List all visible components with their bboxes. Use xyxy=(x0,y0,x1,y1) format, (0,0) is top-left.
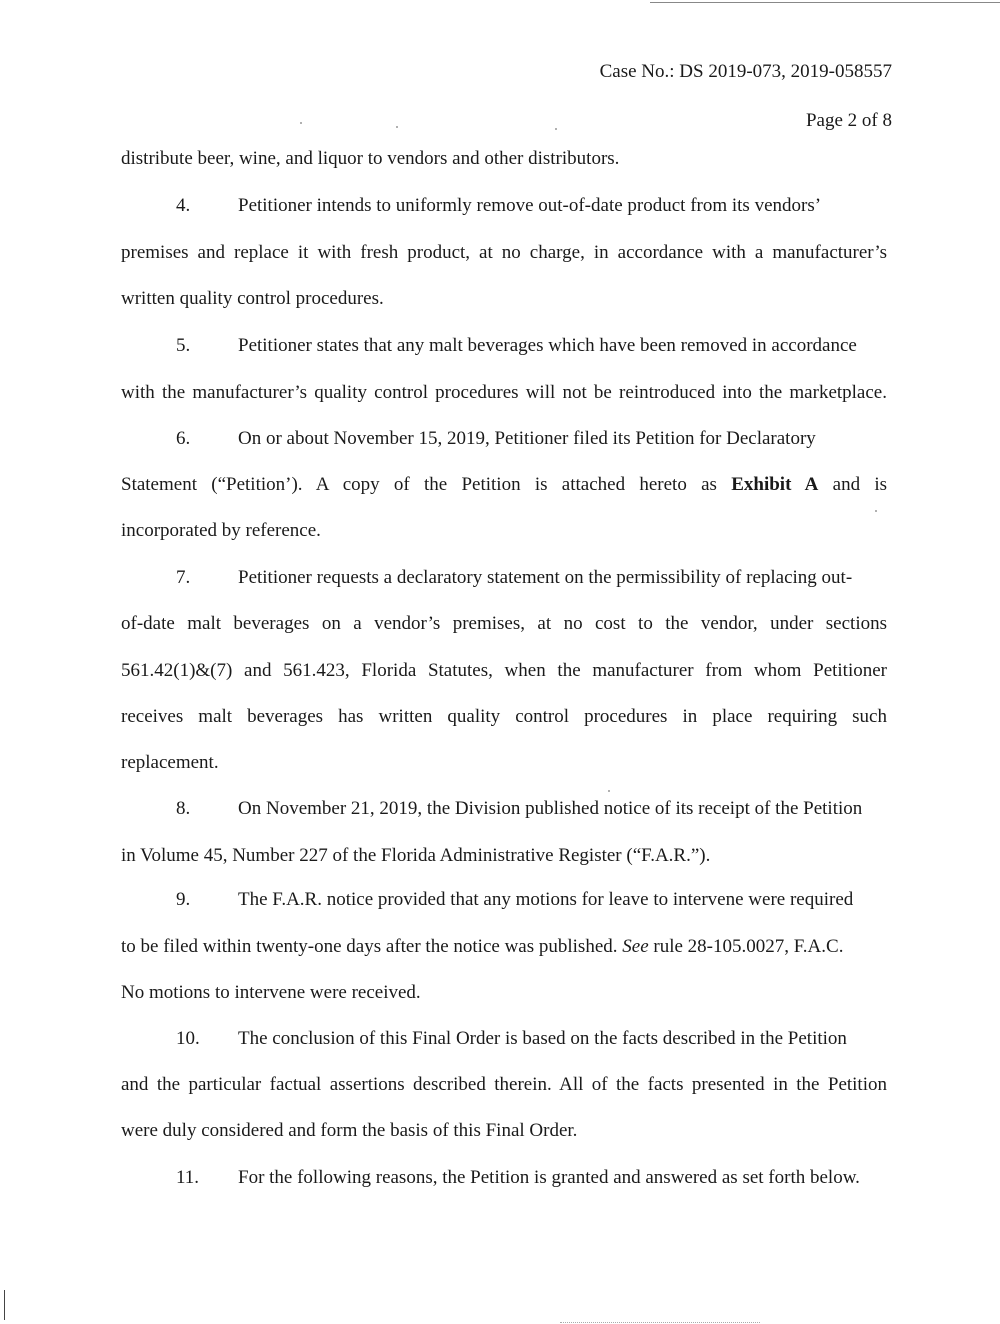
paragraph-number: 8. xyxy=(176,798,191,819)
paragraph-number: 6. xyxy=(176,428,191,449)
paragraph-number: 4. xyxy=(176,195,191,216)
paragraph-4-line: written quality control procedures. xyxy=(121,288,384,309)
paragraph-9-line: No motions to intervene were received. xyxy=(121,982,421,1003)
paragraph-7-line: of-date malt beverages on a vendor’s premises, at no cost to the vendor, under sections xyxy=(121,613,887,634)
paragraph-number: 10. xyxy=(176,1028,200,1049)
paragraph-text: Petitioner requests a declaratory statement on the permissibility of replacing out- xyxy=(238,567,853,588)
scan-speck xyxy=(555,128,557,130)
paragraph-10-line: and the particular factual assertions described therein. All of the facts presented in the Petition xyxy=(121,1074,887,1095)
exhibit-reference: Exhibit A xyxy=(731,474,819,495)
paragraph-7-line: 561.42(1)&(7) and 561.423, Florida Statutes, when the manufacturer from whom Petitioner xyxy=(121,660,887,681)
paragraph-10-first-line xyxy=(176,1028,847,1050)
paragraph-text: The F.A.R. notice provided that any motions for leave to intervene were required xyxy=(238,889,854,910)
paragraph-7-line: receives malt beverages has written quality control procedures in place requiring such xyxy=(121,706,887,727)
paragraph-number: 7. xyxy=(176,567,191,588)
paragraph-4-line: premises and replace it with fresh product, at no charge, in accordance with a manufacturer’s xyxy=(121,242,887,263)
scan-edge-line xyxy=(560,1322,760,1323)
paragraph-text: On November 21, 2019, the Division published notice of its receipt of the Petition xyxy=(238,798,863,819)
paragraph-5-line: with the manufacturer’s quality control procedures will not be reintroduced into the marketplace. xyxy=(121,382,887,403)
paragraph-11-first-line xyxy=(176,1167,860,1189)
paragraph-text: For the following reasons, the Petition is granted and answered as set forth below. xyxy=(238,1167,860,1188)
paragraph-text: The conclusion of this Final Order is based on the facts described in the Petition xyxy=(238,1028,847,1049)
paragraph-text: On or about November 15, 2019, Petitioner filed its Petition for Declaratory xyxy=(238,428,816,449)
paragraph-8-first-line xyxy=(176,798,862,820)
paragraph-5-first-line xyxy=(176,335,857,357)
paragraph-9-first-line xyxy=(176,889,853,911)
paragraph-text: Petitioner intends to uniformly remove out-of-date product from its vendors’ xyxy=(238,195,822,216)
paragraph-text: rule 28-105.0027, F.A.C. xyxy=(653,936,844,957)
paragraph-6-line xyxy=(121,474,887,496)
paragraph-7-first-line xyxy=(176,567,852,589)
paragraph-4-first-line xyxy=(176,195,821,217)
paragraph-text: and is xyxy=(832,474,888,495)
body-line: distribute beer, wine, and liquor to vendors and other distributors. xyxy=(121,148,620,169)
paragraph-7-line: replacement. xyxy=(121,752,219,773)
paragraph-6-line: incorporated by reference. xyxy=(121,520,321,541)
case-number: Case No.: DS 2019-073, 2019-058557 xyxy=(599,61,892,82)
scan-speck xyxy=(300,122,302,124)
paragraph-text: Statement (“Petition’). A copy of the Petition is attached hereto as xyxy=(121,474,717,495)
paragraph-8-line: in Volume 45, Number 227 of the Florida Administrative Register (“F.A.R.”). xyxy=(121,845,711,866)
paragraph-text: to be filed within twenty-one days after the notice was published. xyxy=(121,936,618,957)
scan-speck xyxy=(396,126,398,128)
paragraph-6-first-line xyxy=(176,428,816,450)
scan-edge-line xyxy=(650,2,1000,3)
paragraph-number: 11. xyxy=(176,1167,200,1188)
scan-speck xyxy=(875,510,877,512)
scan-margin-mark xyxy=(4,1290,5,1320)
paragraph-number: 5. xyxy=(176,335,191,356)
paragraph-text: Petitioner states that any malt beverages which have been removed in accordance xyxy=(238,335,857,356)
paragraph-10-line: were duly considered and form the basis of this Final Order. xyxy=(121,1120,578,1141)
page-number: Page 2 of 8 xyxy=(805,110,892,131)
scan-speck xyxy=(608,790,610,792)
citation-signal: See xyxy=(622,936,649,957)
paragraph-number: 9. xyxy=(176,889,191,910)
paragraph-9-line xyxy=(121,936,843,958)
